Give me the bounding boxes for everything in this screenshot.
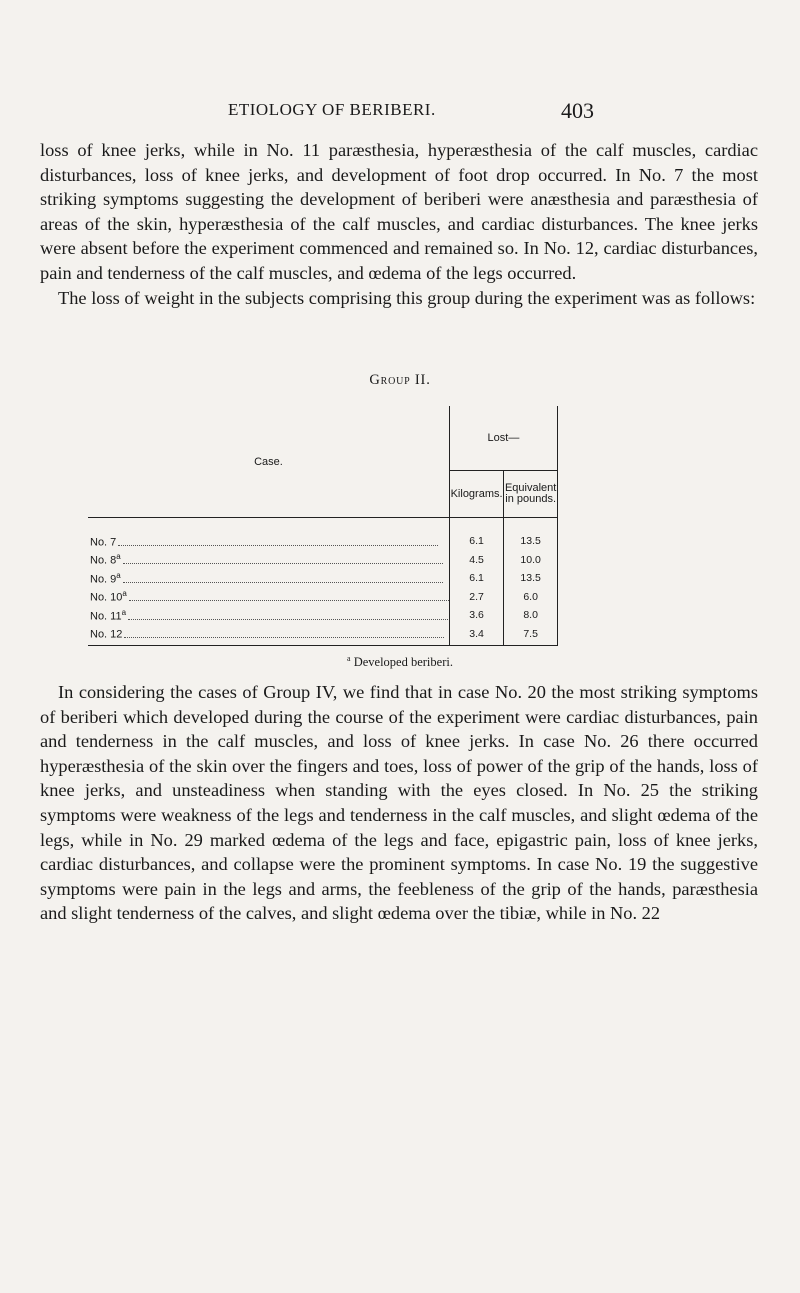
case-cell xyxy=(88,518,449,551)
kilograms-cell: 4.5 xyxy=(449,551,503,570)
case-cell xyxy=(88,606,449,625)
header-lost: Lost— xyxy=(449,406,557,471)
table-row xyxy=(88,606,558,625)
kilograms-cell: 3.6 xyxy=(449,606,503,625)
pounds-cell: 13.5 xyxy=(504,518,558,551)
case-cell xyxy=(88,551,449,570)
footnote-marker: a xyxy=(116,570,121,580)
pounds-cell: 8.0 xyxy=(504,606,558,625)
paragraph-3: In considering the cases of Group IV, we find that in case No. 20 the most striking symptoms of beriberi which developed during the course of the experiment were cardiac disturbances, pain and tenderness in the calf muscles, and loss of knee jerks. In case No. 26 there occurred hyperæsthesia of the skin over the fingers and toes, loss of power of the grip of the hands, loss of knee jerks, and unsteadiness when standing with the eyes closed. In No. 25 the striking symptoms were weakness of the legs and tenderness in the calf muscles, and slight œdema of the legs, while in No. 29 marked œdema of the legs and face, epigastric pain, loss of knee jerks, cardiac disturbances, and collapse were the prominent symptoms. In case No. 19 the suggestive symptoms were pain in the legs and arms, the feebleness of the grip of the hands, paræsthesia and slight tenderness of the calves, and slight œdema over the tibiæ, while in No. 22 xyxy=(40,682,758,924)
kilograms-cell: 6.1 xyxy=(449,569,503,588)
running-title: ETIOLOGY OF BERIBERI. xyxy=(228,100,436,119)
page-number: 403 xyxy=(561,98,594,123)
table-row xyxy=(88,518,558,551)
table-row xyxy=(88,625,558,646)
case-label: No. 7 xyxy=(90,536,117,549)
case-cell xyxy=(88,588,449,607)
case-label: No. 12 xyxy=(90,629,123,642)
kilograms-cell: 6.1 xyxy=(449,518,503,551)
paragraph-2: The loss of weight in the subjects comprising this group during the experiment was as follows: xyxy=(58,287,756,308)
header-equivalent-line2: in pounds. xyxy=(505,493,557,505)
table-row xyxy=(88,551,558,570)
table-footnote xyxy=(0,654,800,670)
case-label: No. 8 xyxy=(90,555,117,568)
pounds-cell: 13.5 xyxy=(504,569,558,588)
table-row xyxy=(88,588,558,607)
dot-leader xyxy=(128,619,448,620)
footnote-text: Developed beriberi. xyxy=(353,655,453,670)
case-label: No. 11 xyxy=(90,610,122,623)
pounds-cell: 10.0 xyxy=(504,551,558,570)
dot-leader xyxy=(123,582,443,583)
header-case: Case. xyxy=(88,406,449,518)
header-kilograms: Kilograms. xyxy=(449,471,503,518)
dot-leader xyxy=(129,600,449,601)
header-equivalent-line1: Equivalent xyxy=(504,482,557,494)
paragraph-block-1 xyxy=(40,138,758,310)
kilograms-cell: 3.4 xyxy=(449,625,503,646)
table-title xyxy=(0,372,800,389)
kilograms-cell: 2.7 xyxy=(449,588,503,607)
footnote-mark: a xyxy=(347,654,351,663)
pounds-cell: 7.5 xyxy=(504,625,558,646)
weight-loss-table xyxy=(88,406,558,646)
dot-leader xyxy=(124,637,444,638)
case-cell xyxy=(88,625,449,646)
case-label: No. 10 xyxy=(90,592,123,605)
case-label: No. 9 xyxy=(90,573,117,586)
table-title-text: Group II. xyxy=(369,372,431,388)
running-head xyxy=(0,98,800,128)
footnote-marker: a xyxy=(121,607,127,617)
paragraph-1: loss of knee jerks, while in No. 11 paræsthesia, hyperæsthesia of the calf muscles, cardiac disturbances, loss of knee jerks, and development of foot drop occurred. In No. 7 the most striking symptoms suggesting the development of beriberi were anæsthesia and paræsthesia of areas of the skin, hyperæsthesia of the calf muscles, and cardiac disturbances. The knee jerks were absent before the experiment commenced and remained so. In No. 12, cardiac disturbances, pain and tenderness of the calf muscles, and œdema of the legs occurred. xyxy=(40,140,758,283)
dot-leader xyxy=(118,545,438,546)
case-cell xyxy=(88,569,449,588)
footnote-marker: a xyxy=(122,589,127,599)
header-equivalent xyxy=(504,471,558,518)
dot-leader xyxy=(123,563,443,564)
pounds-cell: 6.0 xyxy=(504,588,558,607)
table-row xyxy=(88,569,558,588)
footnote-marker: a xyxy=(116,552,121,562)
